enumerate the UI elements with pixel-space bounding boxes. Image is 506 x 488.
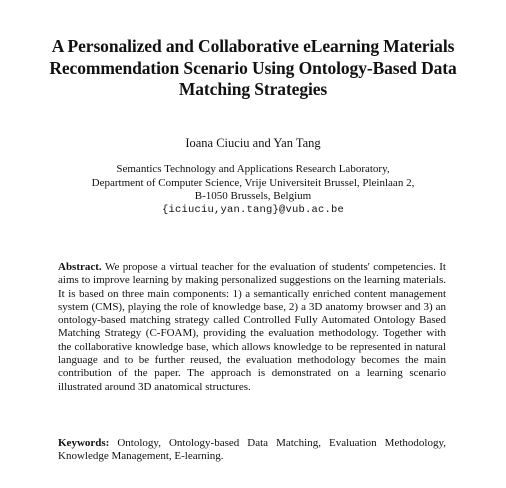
abstract-paragraph (58, 261, 446, 394)
paper-authors: Ioana Ciuciu and Yan Tang (185, 136, 321, 150)
title-line: Matching Strategies (178, 79, 328, 99)
keywords-paragraph (58, 437, 446, 464)
author-email: {iciuciu,yan.tang}@vub.ac.be (161, 203, 345, 216)
author-affiliation (40, 163, 466, 217)
keywords-label: Keywords: (58, 437, 110, 449)
abstract-label: Abstract. (58, 261, 102, 273)
keywords-text: Ontology, Ontology-based Data Matching, Evaluation Methodology, Knowledge Management, E-learning. (58, 437, 446, 463)
paper-title (20, 36, 486, 101)
affiliation-line: Semantics Technology and Applications Research Laboratory, (116, 163, 390, 175)
title-line: A Personalized and Collaborative eLearning Materials (51, 36, 455, 56)
abstract-text: We propose a virtual teacher for the evaluation of students' competencies. It aims to improve learning by making personalized suggestions on the learning materials. It is based on three main components: 1) a semantically enriched content management system (CMS), playing the role of knowledge base, 2) a 3D anatomy browser and 3) an ontology-based matching strategy called Controlled Fully Automated Ontology Based Matching Strategy (C-FOAM), providing the evaluation methodology. Together with the collaborative knowledge base, which allows knowledge to be represented in natural language and to be further reused, the evaluation methodology becomes the main contribution of the paper. The approach is demonstrated on a learning scenario illustrated around 3D anatomical structures. (58, 261, 446, 393)
affiliation-line: Department of Computer Science, Vrije Universiteit Brussel, Pleinlaan 2, (91, 176, 415, 189)
title-line: Recommendation Scenario Using Ontology-Based Data (49, 57, 457, 78)
affiliation-line: B-1050 Brussels, Belgium (194, 190, 312, 202)
